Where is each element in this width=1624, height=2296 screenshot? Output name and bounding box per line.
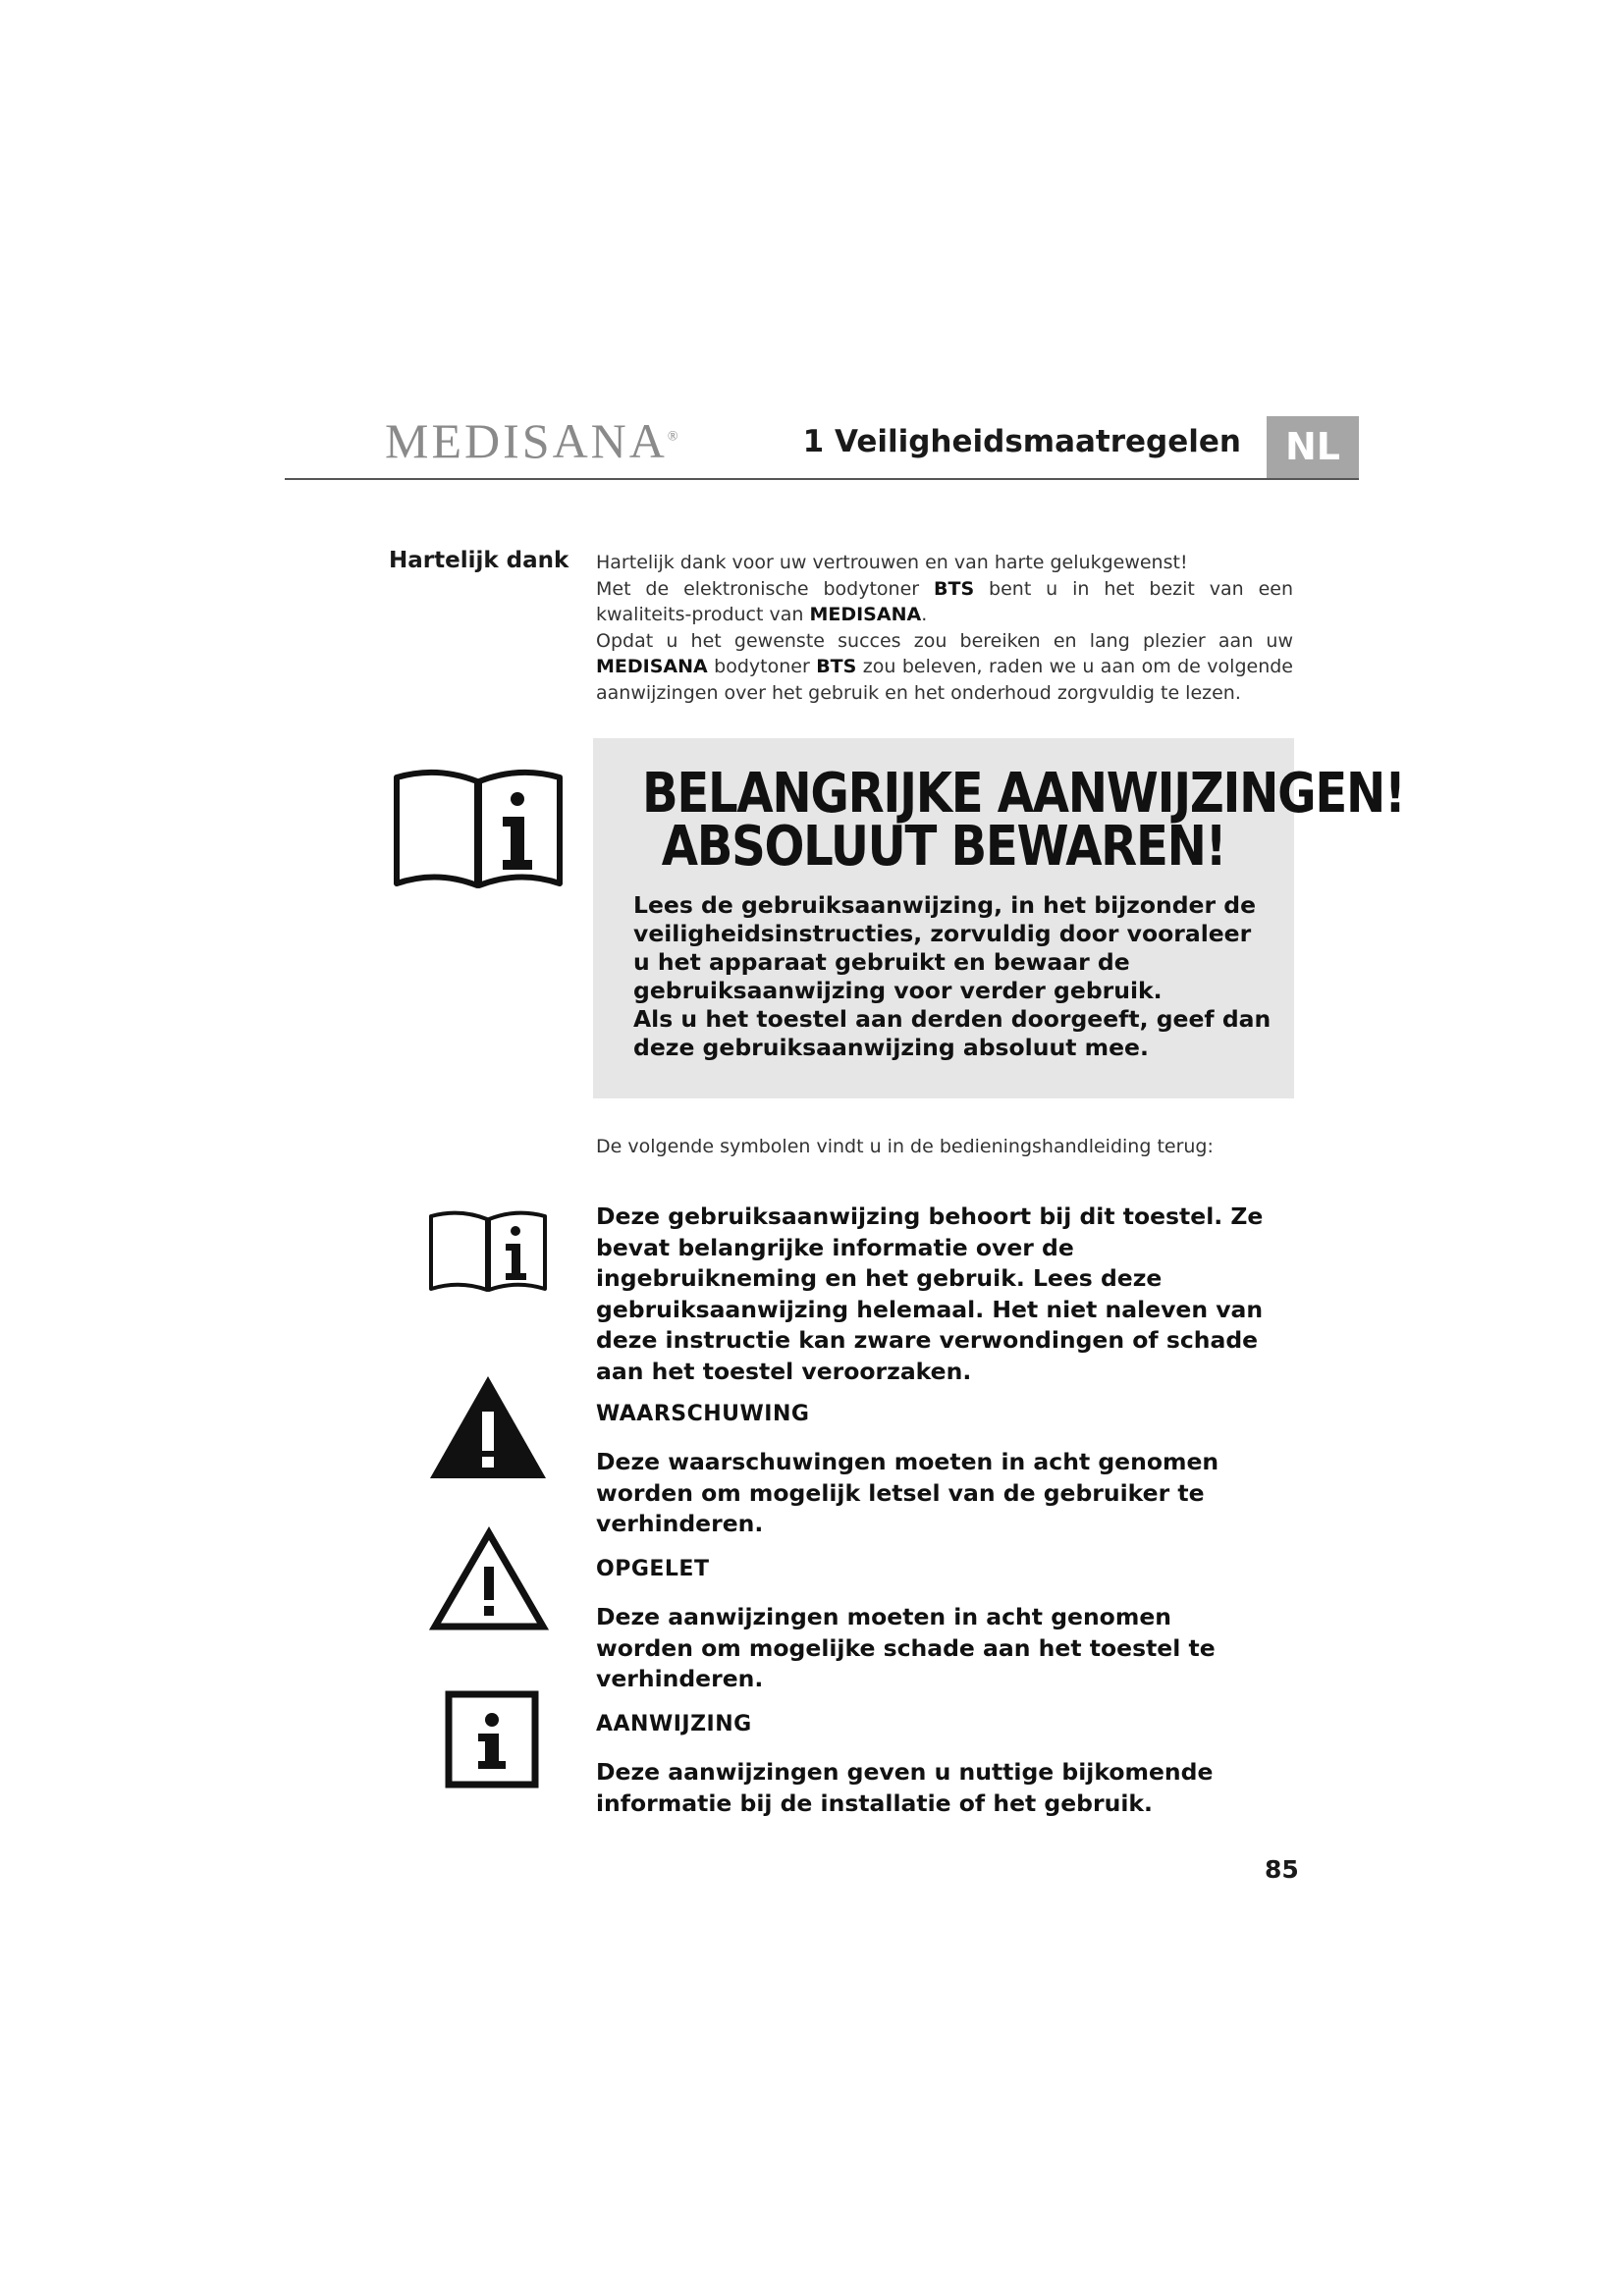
warning-label: WAARSCHUWING — [596, 1402, 810, 1426]
important-heading-line-1: BELANGRIJKE AANWIJZINGEN! — [641, 762, 1405, 826]
manual-book-icon — [428, 1209, 548, 1296]
caution-text: Deze aanwijzingen moeten in acht genomen worden om mogelijke schade aan het toestel te verhinderen. — [596, 1603, 1216, 1692]
section-label: Hartelijk dank — [389, 548, 569, 573]
caution-label: OPGELET — [596, 1557, 710, 1581]
warning-filled-icon — [428, 1374, 548, 1480]
important-body — [633, 891, 1272, 1062]
page-number: 85 — [1265, 1855, 1299, 1884]
info-box-icon — [445, 1690, 539, 1789]
note-label: AANWIJZING — [596, 1712, 752, 1736]
language-tab: NL — [1267, 416, 1359, 479]
header-divider — [285, 478, 1359, 480]
manual-book-icon — [393, 768, 564, 893]
manual-symbol-text: Deze gebruiksaanwijzing behoort bij dit toestel. Ze bevat belangrijke informatie over de ingebruikneming en het gebruik. Lees deze gebruiksaanwijzing helemaal. Het niet naleven van deze instructie kan zware verwondingen of schade aan het toestel veroorzaken. — [596, 1202, 1264, 1385]
symbols-intro: De volgende symbolen vindt u in de bedieningshandleiding terug: — [596, 1136, 1214, 1157]
important-body-paragraph-2: Als u het toestel aan derden doorgeeft, geef dan deze gebruiksaanwijzing absoluut mee. — [633, 1005, 1272, 1061]
important-heading — [641, 762, 1405, 879]
caution-outline-icon — [430, 1527, 548, 1631]
warning-text: Deze waarschuwingen moeten in acht genomen worden om mogelijk letsel van de gebruiker te verhinderen. — [596, 1448, 1219, 1537]
note-text: Deze aanwijzingen geven u nuttige bijkomende informatie bij de installatie of het gebruik. — [596, 1758, 1214, 1817]
intro-paragraph-2: Met de elektronische bodytoner BTS bent u in het bezit van een kwaliteits-product van MEDISANA. — [596, 577, 1293, 625]
important-body-paragraph-1: Lees de gebruiksaanwijzing, in het bijzonder de veiligheidsinstructies, zorvuldig door vooraleer u het apparaat gebruikt en bewaar de gebruiksaanwijzing voor verder gebruik. — [633, 891, 1257, 1004]
chapter-title: 1 Veiligheidsmaatregelen — [802, 424, 1241, 459]
intro-paragraph-3: Opdat u het gewenste succes zou bereiken en lang plezier aan uw MEDISANA bodytoner BTS zou beleven, raden we u aan om de volgende aanwijzingen over het gebruik en het onderhoud zorgvuldig te lezen. — [596, 629, 1293, 704]
important-heading-line-2: ABSOLUUT BEWAREN! — [661, 815, 1226, 879]
brand-logo: MEDISANA® — [385, 413, 678, 468]
intro-text — [596, 550, 1293, 706]
intro-line-1: Hartelijk dank voor uw vertrouwen en van harte gelukgewenst! — [596, 552, 1188, 573]
